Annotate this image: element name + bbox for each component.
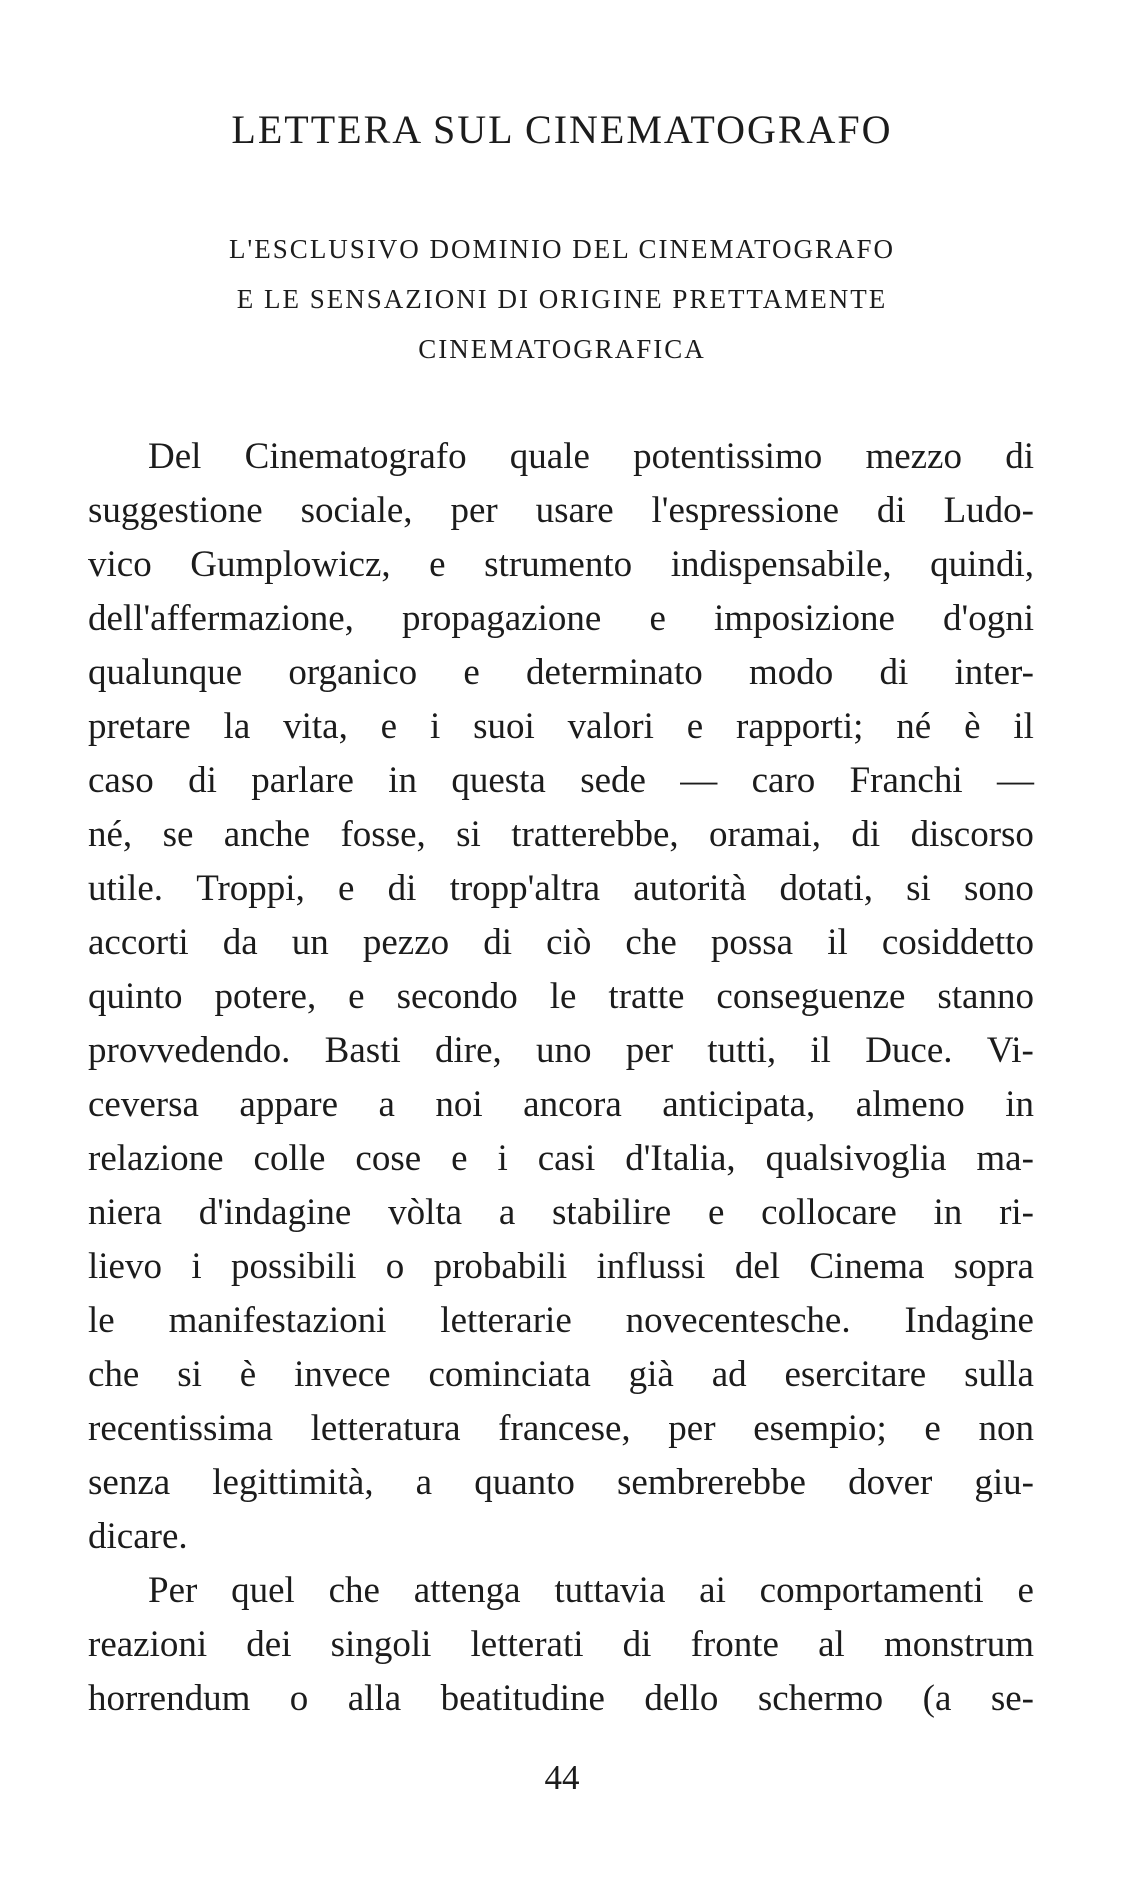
- text-line: qualunque organico e determinato modo di inter-: [88, 652, 1034, 693]
- text-line: niera d'indagine vòlta a stabilire e collocare in ri-: [88, 1192, 1034, 1233]
- text-line: provvedendo. Basti dire, uno per tutti, il Duce. Vi-: [88, 1030, 1034, 1071]
- text-line: caso di parlare in questa sede — caro Franchi —: [88, 760, 1034, 801]
- text-line: senza legittimità, a quanto sembrerebbe dover giu-: [88, 1462, 1034, 1503]
- text-line: horrendum o alla beatitudine dello schermo (a se-: [88, 1678, 1034, 1719]
- page-number: 44: [544, 1758, 580, 1797]
- text-line: vico Gumplowicz, e strumento indispensabile, quindi,: [88, 544, 1034, 585]
- text-line: lievo i possibili o probabili influssi del Cinema sopra: [88, 1246, 1034, 1287]
- subtitle-line: L'ESCLUSIVO DOMINIO DEL CINEMATOGRAFO: [228, 234, 896, 264]
- text-line: recentissima letteratura francese, per esempio; e non: [88, 1408, 1034, 1449]
- text-line: ceversa appare a noi ancora anticipata, almeno in: [88, 1084, 1034, 1125]
- subtitle-line: CINEMATOGRAFICA: [418, 334, 706, 364]
- text-line: pretare la vita, e i suoi valori e rapporti; né è il: [88, 706, 1034, 747]
- text-line: né, se anche fosse, si tratterebbe, oramai, di discorso: [88, 814, 1034, 855]
- text-line: Del Cinematografo quale potentissimo mezzo di: [148, 436, 1034, 477]
- body-text: [88, 430, 1034, 1726]
- text-line: Per quel che attenga tuttavia ai comportamenti e: [148, 1570, 1034, 1611]
- text-line: suggestione sociale, per usare l'espressione di Ludo-: [88, 490, 1034, 531]
- text-line: dell'affermazione, propagazione e imposizione d'ogni: [88, 598, 1034, 639]
- text-line: accorti da un pezzo di ciò che possa il cosiddetto: [88, 922, 1034, 963]
- text-line: reazioni dei singoli letterati di fronte al monstrum: [88, 1624, 1034, 1665]
- text-line: quinto potere, e secondo le tratte conseguenze stanno: [88, 976, 1034, 1017]
- text-line: utile. Troppi, e di tropp'altra autorità dotati, si sono: [88, 868, 1034, 909]
- text-line: le manifestazioni letterarie novecentesche. Indagine: [88, 1300, 1034, 1341]
- text-line: relazione colle cose e i casi d'Italia, qualsivoglia ma-: [88, 1138, 1034, 1179]
- text-line: dicare.: [88, 1516, 188, 1557]
- subtitle-line: E LE SENSAZIONI DI ORIGINE PRETTAMENTE: [236, 284, 888, 314]
- chapter-subtitle: [0, 224, 1124, 374]
- paragraph: [88, 1564, 1034, 1726]
- text-line: che si è invece cominciata già ad esercitare sulla: [88, 1354, 1034, 1395]
- running-title: LETTERA SUL CINEMATOGRAFO: [231, 107, 893, 152]
- paragraph: [88, 430, 1034, 1564]
